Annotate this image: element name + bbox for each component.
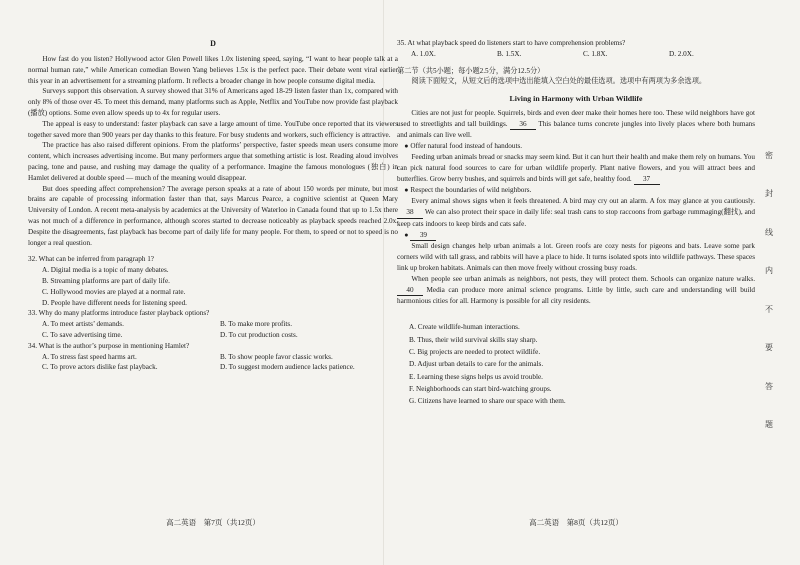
blank-39: 39 xyxy=(410,230,436,242)
page-footer: 高二英语 第8页（共12页） xyxy=(529,518,623,527)
option-c: C. To save advertising time. xyxy=(42,330,123,339)
passage-paragraph-2 xyxy=(397,152,755,185)
answer-options xyxy=(28,319,398,341)
paragraph-2: Surveys support this observation. A survey showed that 31% of Americans aged 18-29 listen faster than 1x, compared with only 8% of those over 45. To meet this demand, many platforms such as Apple, Netflix and YouTube now provide fast playback (播放) options. Some even allow speeds up to 4x for regular users. xyxy=(28,87,398,117)
blank-38: 38 xyxy=(397,207,423,219)
choice-e: E. Learning these signs helps us avoid trouble. xyxy=(409,372,543,381)
option-d: D. To cut production costs. xyxy=(220,330,298,339)
question-33 xyxy=(28,308,398,340)
choice-list xyxy=(397,321,755,408)
right-page xyxy=(397,0,756,527)
blank-37: 37 xyxy=(634,174,660,186)
part-heading: 第二节（共5小题；每小题2.5分，满分12.5分） xyxy=(397,66,545,75)
question-32 xyxy=(28,254,398,308)
option-a: A. To meet artists’ demands. xyxy=(42,320,124,329)
option-a: A. Digital media is a topic of many debates. xyxy=(42,266,169,275)
paragraph-4: The practice has also raised different opinions. From the platforms’ perspective, faster speeds mean users consume more content, which increases advertising income. But many performers argue that something artistic is lost. Reading aloud involves pacing, tone and pause, and rushing may damage the quality of a performance. Imagine the famous monologues (独白) in Hamlet delivered at double speed — much of the meaning would disappear. xyxy=(28,141,398,182)
text-segment: Media can produce more animal science programs. Little by little, such care and understanding will build harmonious cities for all. Harmony is possible for all city residents. xyxy=(397,285,756,306)
text-segment: Every animal shows signs when it feels threatened. A bird may cry out an alarm. A fox may glance at you cautiously. xyxy=(411,197,755,206)
choice-b: B. Thus, their wild survival skills stay sharp. xyxy=(409,335,538,344)
question-stem: 32. What can be inferred from paragraph 1? xyxy=(28,255,154,264)
seal-char: 不 xyxy=(765,304,773,314)
option-c: C. Hollywood movies are played at a normal rate. xyxy=(42,287,186,296)
answer-options xyxy=(28,352,398,374)
seal-char: 答 xyxy=(765,381,773,391)
question-34 xyxy=(28,341,398,373)
seal-char: 要 xyxy=(765,343,773,353)
passage-paragraph-4: Small design changes help urban animals a lot. Green roofs are cozy nests for pigeons and bats. Leave some park corners wild with tall grass, and rabbits will have a place to hide. It turns isolated spots into wildlife pathways. These spaces link up broken habitats. Animals can then move freely without crossing busy roads. xyxy=(397,242,755,273)
answer-options xyxy=(28,265,398,308)
text-segment: We can also protect their space in daily life: seal trash cans to stop raccoons from garbage rummaging(翻找), and keep cats indoors to keep birds and cats safe. xyxy=(397,208,755,228)
seal-line-notice xyxy=(762,150,776,430)
passage-paragraph-5 xyxy=(397,274,755,307)
option-b: B. Streaming platforms are part of daily life. xyxy=(42,276,170,285)
passage-paragraph-1 xyxy=(397,108,755,141)
option-a: A. To stress fast speed harms art. xyxy=(42,352,137,361)
seal-char: 内 xyxy=(765,266,773,276)
choice-d: D. Adjust urban details to care for the animals. xyxy=(409,360,544,369)
option-a: A. 1.0X. xyxy=(411,49,436,58)
answer-options xyxy=(397,49,755,60)
subheading-text: Offer natural food instead of handouts. xyxy=(410,142,523,151)
subheading-3 xyxy=(397,230,755,242)
instructions: 阅读下面短文，从短文后的选项中选出能填入空白处的最佳选项。选项中有两项为多余选项。 xyxy=(411,77,707,86)
subheading-2 xyxy=(397,185,755,196)
choice-a: A. Create wildlife-human interactions. xyxy=(409,323,520,332)
seal-char: 封 xyxy=(765,189,773,199)
paragraph-1: How fast do you listen? Hollywood actor Glen Powell likes 1.0x listening speed, saying, “I want to hear people talk at a normal human rate,” while American comedian Bowen Yang believes 1.5x is the perfect pace. Their debate went viral earlier this year in an advertisement for a streaming platform. It reflects a broader change in how people consume digital media. xyxy=(28,55,398,85)
blank-40: 40 xyxy=(397,285,423,297)
option-d: D. 2.0X. xyxy=(669,49,694,58)
seal-char: 密 xyxy=(765,151,773,160)
question-stem: 34. What is the author’s purpose in mentioning Hamlet? xyxy=(28,341,190,350)
bullet-icon: ● xyxy=(404,186,409,195)
choice-g: G. Citizens have learned to share our space with them. xyxy=(409,397,566,406)
option-b: B. To make more profits. xyxy=(220,320,293,329)
passage-paragraph-3 xyxy=(397,196,755,229)
question-35 xyxy=(397,38,755,60)
bullet-icon: ● xyxy=(404,142,409,151)
choice-f: F. Neighborhoods can start bird-watching groups. xyxy=(409,385,552,394)
option-c: C. 1.8X. xyxy=(583,49,608,58)
text-segment: Cities are not just for people. Squirrels, birds and even deer make their homes here too. These wild neighbors have got used to streetlights and tall buildings. xyxy=(397,108,755,128)
choice-c: C. Big projects are needed to protect wildlife. xyxy=(409,347,541,356)
page-footer: 高二英语 第7页（共12页） xyxy=(166,518,260,527)
option-b: B. To show people favor classic works. xyxy=(220,352,333,361)
left-page xyxy=(28,0,398,527)
bullet-icon: ● xyxy=(404,230,409,239)
blank-36: 36 xyxy=(510,119,536,131)
question-stem: 35. At what playback speed do listeners start to have comprehension problems? xyxy=(397,39,626,47)
text-segment: Feeding urban animals bread or snacks may seem kind. But it can hurt their health and make them rely on humans. You can pick natural food sources to care for urban wildlife properly. Plant native flowers, and you will attract bees and butterflies. Grow berry bushes, and squirrels and birds will get safe, healthy food. xyxy=(397,153,755,183)
section-label: D xyxy=(210,39,216,48)
subheading-text: Respect the boundaries of wild neighbors. xyxy=(410,186,532,195)
seal-char: 题 xyxy=(765,419,773,429)
text-segment: When people see urban animals as neighbors, not pests, they will protect them. Schools can organize nature walks. xyxy=(411,274,755,283)
option-d: D. To suggest modern audience lacks patience. xyxy=(220,363,355,372)
question-stem: 33. Why do many platforms introduce faster playback options? xyxy=(28,309,210,318)
passage-title: Living in Harmony with Urban Wildlife xyxy=(509,94,643,104)
paragraph-5: But does speeding affect comprehension? The average person speaks at a rate of about 150 words per minute, but most brains are capable of processing information faster than that, says Marcus Pearce, a cognitive scientist at Queen Mary University of London. A recent meta-analysis by academics at the University of Waterloo in Canada found that up to 1.5x there was not much of a difference in performance, although scores started to decrease noticeably as playback speeds reached 2.0x. Despite the disagreements, fast playback has become part of daily life for many people. For them, to speed or not to speed is no longer a real question. xyxy=(28,184,398,247)
seal-char: 线 xyxy=(765,227,773,237)
paragraph-3: The appeal is easy to understand: faster playback can save a large amount of time. YouTube once reported that its viewers together saved more than 900 years per day thanks to this feature. For busy students and workers, such efficiency is attractive. xyxy=(28,119,398,139)
option-b: B. 1.5X. xyxy=(497,49,522,58)
subheading-1 xyxy=(397,141,755,152)
text-segment: This balance turns concrete jungles into lively places where both humans and animals can live well. xyxy=(397,119,756,140)
option-c: C. To prove actors dislike fast playback. xyxy=(42,363,158,372)
option-d: D. People have different needs for listening speed. xyxy=(42,298,187,307)
